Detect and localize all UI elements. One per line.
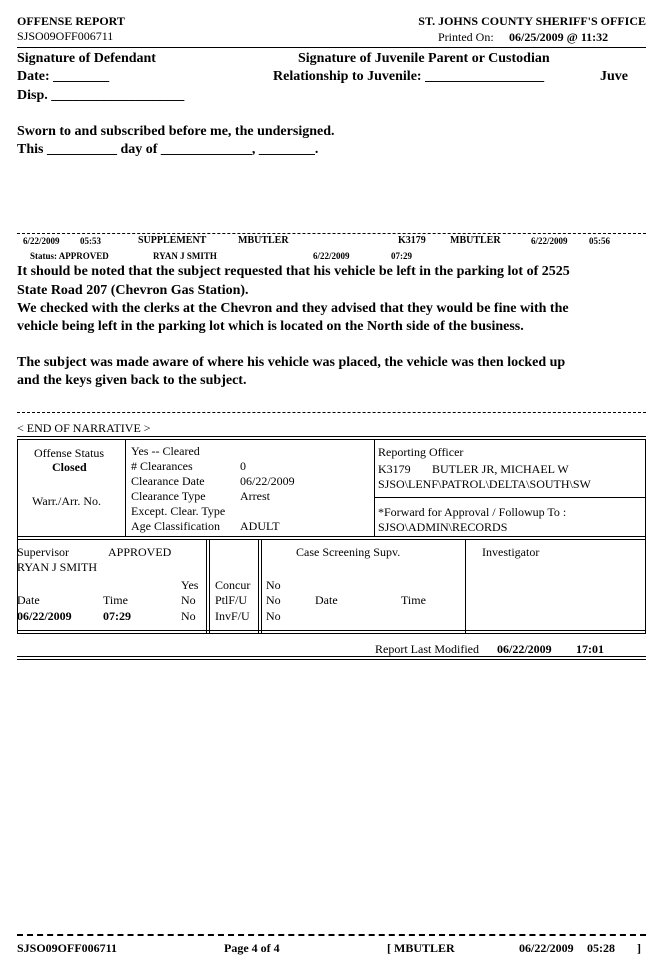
yes-header: Yes bbox=[181, 578, 199, 592]
reporting-officer-id: K3179 bbox=[378, 462, 411, 476]
supplement-date: 6/22/2009 bbox=[23, 236, 60, 246]
clearance-type-value: Arrest bbox=[240, 489, 270, 503]
supplement-divider bbox=[17, 233, 646, 234]
ptlf-no: No bbox=[266, 593, 281, 607]
case-screening-time: Time bbox=[401, 593, 426, 607]
printed-on-value: 06/25/2009 @ 11:32 bbox=[509, 30, 609, 44]
supervisor-table-top bbox=[17, 536, 646, 540]
supplement-time2: 05:56 bbox=[589, 236, 610, 246]
offense-status-value: Closed bbox=[52, 460, 87, 474]
supplement-officer: MBUTLER bbox=[450, 235, 501, 246]
supervisor-status: APPROVED bbox=[108, 545, 172, 559]
num-clearances-value: 0 bbox=[240, 459, 246, 473]
supplement-author: MBUTLER bbox=[238, 235, 289, 246]
concur-no: No bbox=[266, 578, 281, 592]
narrative-line: State Road 207 (Chevron Gas Station). bbox=[17, 283, 249, 298]
last-modified-time: 17:01 bbox=[576, 642, 604, 656]
footer-report-number: SJSO09OFF006711 bbox=[17, 941, 118, 955]
narrative-line: It should be noted that the subject requested that his vehicle be left in the parking lot of 2525 bbox=[17, 264, 570, 279]
offense-table-top bbox=[17, 436, 646, 440]
supervisor-label: Supervisor bbox=[17, 545, 69, 559]
narrative-line: We checked with the clerks at the Chevron and they advised that they would be fine with the bbox=[17, 301, 569, 316]
supplement-type: SUPPLEMENT bbox=[138, 235, 207, 246]
investigator-label: Investigator bbox=[482, 545, 540, 559]
reporting-officer-path: SJSO\LENF\PATROL\DELTA\SOUTH\SW bbox=[378, 477, 591, 491]
footer-bracket: ] bbox=[637, 941, 641, 955]
header-divider bbox=[17, 47, 646, 48]
clearance-date-value: 06/22/2009 bbox=[240, 474, 295, 488]
concur-label: Concur bbox=[215, 578, 251, 592]
narrative-line: vehicle being left in the parking lot which is located on the North side of the business. bbox=[17, 319, 524, 334]
printed-on-label: Printed On: bbox=[438, 30, 494, 44]
num-clearances-label: # Clearances bbox=[131, 459, 193, 473]
time-header: Time bbox=[103, 593, 128, 607]
sig-defendant: Signature of Defendant bbox=[17, 51, 156, 66]
supervisor-name: RYAN J SMITH bbox=[17, 560, 98, 574]
supervisor-time: 07:29 bbox=[103, 609, 131, 623]
supervisor-no: No bbox=[181, 609, 196, 623]
supplement-approved-time: 07:29 bbox=[391, 251, 412, 261]
age-class-label: Age Classification bbox=[131, 519, 220, 533]
footer-page-number: Page 4 of 4 bbox=[224, 941, 280, 955]
date-header: Date bbox=[17, 593, 40, 607]
disp-line: Disp. ___________________ bbox=[17, 88, 185, 103]
footer-user: [ MBUTLER bbox=[387, 941, 455, 955]
narrative-line: and the keys given back to the subject. bbox=[17, 373, 247, 388]
supplement-time: 05:53 bbox=[80, 236, 101, 246]
supervisor-table-bottom bbox=[17, 630, 646, 634]
last-modified-date: 06/22/2009 bbox=[497, 642, 552, 656]
report-number: SJSO09OFF006711 bbox=[17, 29, 114, 43]
supplement-approver: RYAN J SMITH bbox=[153, 251, 217, 261]
footer-time: 05:28 bbox=[587, 941, 615, 955]
supplement-badge: K3179 bbox=[398, 235, 426, 246]
invf-no: No bbox=[266, 609, 281, 623]
last-modified-label: Report Last Modified bbox=[375, 642, 479, 656]
except-clear-label: Except. Clear. Type bbox=[131, 504, 226, 518]
this-day-line: This __________ day of _____________, ________. bbox=[17, 142, 319, 157]
reporting-officer-label: Reporting Officer bbox=[378, 445, 464, 459]
invf-label: InvF/U bbox=[215, 609, 250, 623]
clearance-date-label: Clearance Date bbox=[131, 474, 205, 488]
clearance-type-label: Clearance Type bbox=[131, 489, 206, 503]
footer-divider bbox=[17, 934, 646, 936]
agency-name: ST. JOHNS COUNTY SHERIFF'S OFFICE bbox=[418, 14, 646, 28]
reporting-officer-name: BUTLER JR, MICHAEL W bbox=[432, 462, 569, 476]
date-line: Date: ________ bbox=[17, 69, 110, 84]
ptlf-label: PtlF/U bbox=[215, 593, 248, 607]
offense-status-label: Offense Status bbox=[34, 446, 105, 460]
end-of-narrative: < END OF NARRATIVE > bbox=[17, 421, 151, 435]
case-screening-date: Date bbox=[315, 593, 338, 607]
yes-cleared: Yes -- Cleared bbox=[131, 444, 200, 458]
footer-date: 06/22/2009 bbox=[519, 941, 574, 955]
sworn-statement: Sworn to and subscribed before me, the undersigned. bbox=[17, 124, 335, 139]
sig-juvenile: Signature of Juvenile Parent or Custodian bbox=[298, 51, 550, 66]
relationship-line: Relationship to Juvenile: _________________ bbox=[273, 69, 545, 84]
forward-value: SJSO\ADMIN\RECORDS bbox=[378, 520, 508, 534]
supplement-status: Status: APPROVED bbox=[30, 251, 109, 261]
case-screening-label: Case Screening Supv. bbox=[296, 545, 401, 559]
no-header: No bbox=[181, 593, 196, 607]
narrative-end-divider bbox=[17, 412, 646, 413]
last-modified-divider bbox=[17, 656, 646, 660]
juve-text: Juve bbox=[600, 69, 628, 84]
supervisor-date: 06/22/2009 bbox=[17, 609, 72, 623]
supplement-date2: 6/22/2009 bbox=[531, 236, 568, 246]
age-class-value: ADULT bbox=[240, 519, 280, 533]
narrative-line: The subject was made aware of where his vehicle was placed, the vehicle was then locked up bbox=[17, 355, 566, 370]
report-type: OFFENSE REPORT bbox=[17, 14, 125, 28]
supplement-approved-date: 6/22/2009 bbox=[313, 251, 350, 261]
warr-arr-label: Warr./Arr. No. bbox=[32, 494, 102, 508]
forward-label: *Forward for Approval / Followup To : bbox=[378, 505, 567, 519]
